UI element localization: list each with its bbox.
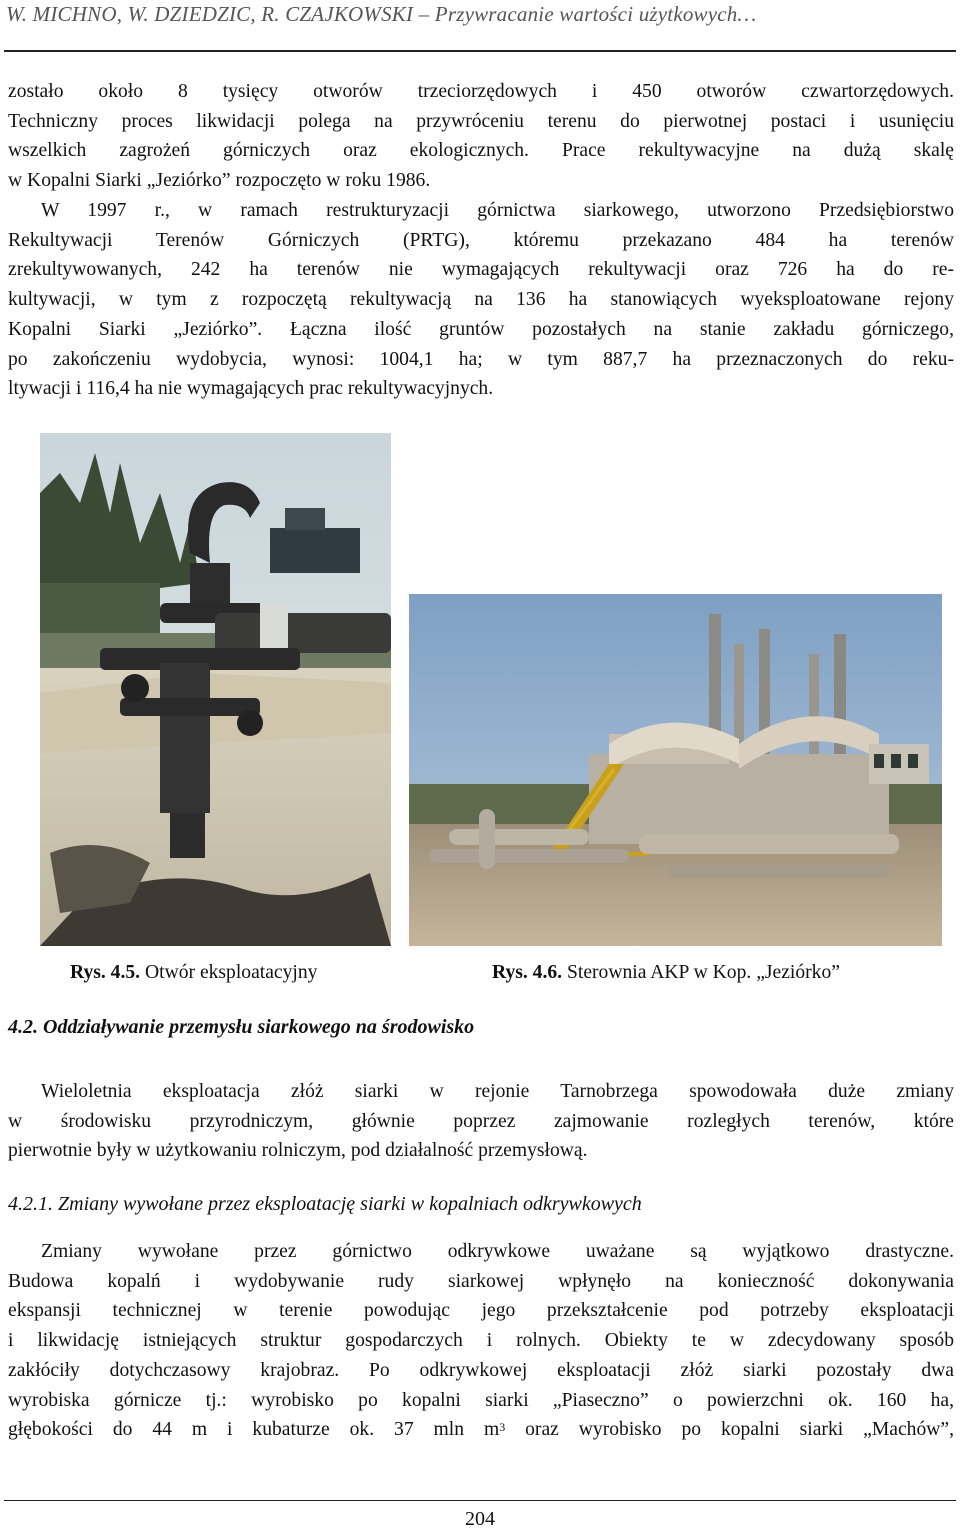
running-title: W. MICHNO, W. DZIEDZIC, R. CZAJKOWSKI – Przywracanie wartości użytkowych… <box>6 2 757 26</box>
figure-caption-4-6 <box>492 962 840 984</box>
text-line: wszelkich zagrożeń górniczych oraz ekologicznych. Prace rekultywacyjne na dużą skalę <box>8 140 954 162</box>
text-line: Budowa kopalń i wydobywanie rudy siarkowej wpłynęło na konieczność dokonywania <box>8 1270 954 1292</box>
footer-rule <box>4 1500 956 1501</box>
photo-exploitation-well <box>40 433 391 946</box>
header-rule <box>4 50 956 52</box>
text-line: kultywacji, w tym z rozpoczętą rekultywacją na 136 ha stanowiących wyeksploatowane rejony <box>8 289 954 311</box>
figure-number: Rys. 4.6. <box>492 962 563 983</box>
photo-akp-control-station <box>409 594 942 946</box>
paragraph-4 <box>8 1237 954 1445</box>
text-line: Wieloletnia eksploatacja złóż siarki w rejonie Tarnobrzega spowodowała duże zmiany <box>41 1081 954 1102</box>
text-fragment: oraz wyrobisko po kopalni siarki „Machów”, <box>505 1419 954 1441</box>
station-photo-illustration <box>409 594 942 946</box>
text-line <box>8 1415 954 1445</box>
subsection-heading: 4.2.1. Zmiany wywołane przez eksploatację siarki w kopalniach odkrywkowych <box>8 1193 642 1215</box>
text-line: Techniczny proces likwidacji polega na przywróceniu terenu do pierwotnej postaci i usunięciu <box>8 110 954 132</box>
paragraph-1 <box>8 77 954 196</box>
figure-title: Sterownia AKP w Kop. „Jeziórko” <box>562 962 840 983</box>
figure-caption-4-5 <box>70 962 317 984</box>
text-line: zakłóciły dotychczasowy krajobraz. Po odkrywkowej eksploatacji złóż siarki pozostały dwa <box>8 1359 954 1381</box>
text-fragment: głębokości do 44 m i kubaturze ok. 37 mln m <box>8 1419 500 1441</box>
section-heading: 4.2. Oddziaływanie przemysłu siarkowego na środowisko <box>8 1016 475 1038</box>
text-line: w środowisku przyrodniczym, głównie poprzez zajmowanie rozległych terenów, które <box>8 1110 954 1132</box>
running-header <box>0 0 960 36</box>
text-line: zostało około 8 tysięcy otworów trzeciorzędowych i 450 otworów czwartorzędowych. <box>8 81 954 102</box>
text-line: W 1997 r., w ramach restrukturyzacji górnictwa siarkowego, utworzono Przedsiębiorstwo <box>41 200 954 221</box>
paragraph-2 <box>8 196 954 404</box>
text-line: i likwidację istniejących struktur gospodarczych i rolnych. Obiekty te w zdecydowany sposób <box>8 1330 954 1352</box>
text-line: w Kopalni Siarki „Jeziórko” rozpoczęto w roku 1986. <box>8 170 431 192</box>
text-line: ltywacji i 116,4 ha nie wymagających prac rekultywacyjnych. <box>8 378 494 400</box>
text-line: ekspansji technicznej w terenie powodując jego przekształcenie pod potrzeby eksploatacji <box>8 1300 954 1322</box>
superscript: 3 <box>499 1420 506 1435</box>
page-number: 204 <box>465 1508 495 1530</box>
text-line: Rekultywacji Terenów Górniczych (PRTG), któremu przekazano 484 ha terenów <box>8 229 954 251</box>
text-line: wyrobiska górnicze tj.: wyrobisko po kopalni siarki „Piaseczno” o powierzchni ok. 160 ha, <box>8 1389 954 1411</box>
text-line: Kopalni Siarki „Jeziórko”. Łączna ilość gruntów pozostałych na stanie zakładu górniczego, <box>8 318 954 340</box>
figure-title: Otwór eksploatacyjny <box>140 962 318 983</box>
text-line: po zakończeniu wydobycia, wynosi: 1004,1 ha; w tym 887,7 ha przeznaczonych do reku- <box>8 348 954 370</box>
text-line: zrekultywowanych, 242 ha terenów nie wymagających rekultywacji oraz 726 ha do re- <box>8 259 954 281</box>
text-line: pierwotnie były w użytkowaniu rolniczym, pod działalność przemysłową. <box>8 1140 588 1162</box>
paragraph-3 <box>8 1077 954 1166</box>
figure-number: Rys. 4.5. <box>70 962 141 983</box>
well-photo-illustration <box>40 433 391 946</box>
text-line: Zmiany wywołane przez górnictwo odkrywkowe uważane są wyjątkowo drastyczne. <box>41 1241 954 1262</box>
